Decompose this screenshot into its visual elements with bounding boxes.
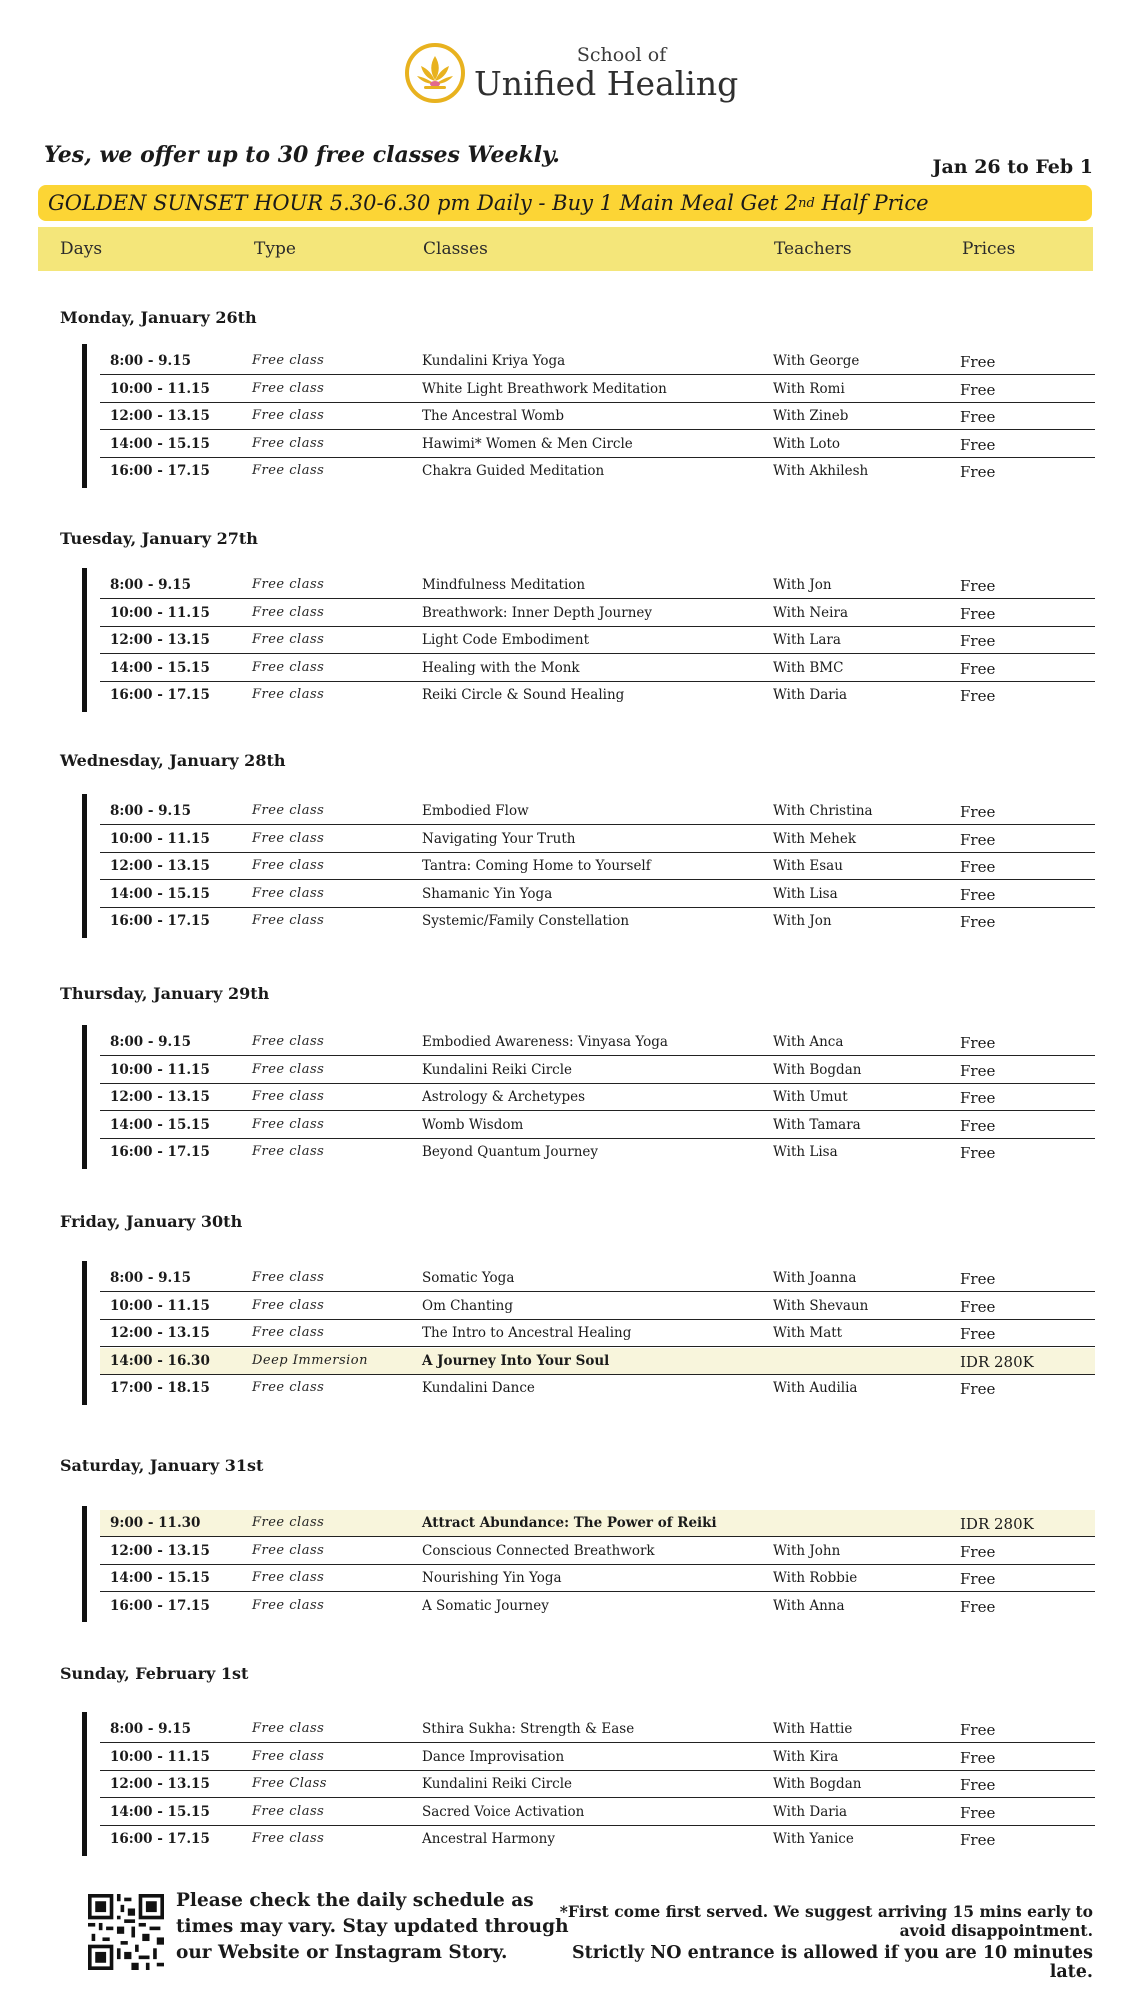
- class-price: Free: [960, 1116, 996, 1135]
- class-name: Chakra Guided Meditation: [422, 463, 605, 479]
- golden-banner-tail: Half Price: [814, 191, 929, 215]
- class-row: [100, 881, 1095, 908]
- class-teacher: With Jon: [773, 913, 832, 929]
- class-type: Free class: [252, 1748, 325, 1764]
- class-row: [100, 1771, 1095, 1798]
- class-teacher: With Lisa: [773, 1144, 838, 1160]
- day-divider-bar: [82, 344, 87, 488]
- class-name: The Intro to Ancestral Healing: [422, 1325, 632, 1341]
- class-type: Free class: [252, 463, 325, 478]
- class-type: Free class: [252, 1597, 325, 1613]
- class-type: Free class: [252, 435, 325, 451]
- day-title: Thursday, January 29th: [60, 984, 270, 1003]
- class-name: A Journey Into Your Soul: [422, 1352, 610, 1369]
- day-divider-bar: [82, 1712, 87, 1856]
- class-price: Free: [960, 577, 996, 595]
- day-divider-bar: [82, 794, 87, 938]
- class-name: Mindfulness Meditation: [422, 577, 586, 593]
- class-type: Free class: [252, 380, 325, 396]
- schedule-header: [38, 227, 1093, 271]
- class-row: [100, 1744, 1095, 1771]
- class-time: 12:00 - 13.15: [110, 632, 210, 648]
- class-type: Deep Immersion: [252, 1352, 368, 1368]
- class-teacher: With Shevaun: [773, 1297, 869, 1314]
- class-row: [100, 1029, 1095, 1056]
- class-time: 8:00 - 9.15: [110, 1270, 192, 1286]
- class-row: [100, 458, 1095, 485]
- class-row: [100, 655, 1095, 682]
- class-row: [100, 908, 1095, 935]
- class-type: Free class: [252, 1116, 325, 1132]
- class-type: Free class: [252, 1089, 325, 1104]
- class-teacher: With BMC: [773, 659, 844, 676]
- class-teacher: With Lisa: [773, 885, 838, 902]
- class-price: Free: [960, 604, 996, 623]
- class-price: Free: [960, 353, 996, 371]
- class-type: Free class: [252, 830, 325, 846]
- class-type: Free class: [252, 1297, 325, 1313]
- qr-code-icon: [88, 1894, 164, 1970]
- class-teacher: With Anna: [773, 1597, 845, 1614]
- class-time: 12:00 - 13.15: [110, 1089, 210, 1105]
- class-price: Free: [960, 1721, 996, 1739]
- class-type: Free class: [252, 353, 325, 368]
- class-name: Dance Improvisation: [422, 1748, 565, 1765]
- class-price: Free: [960, 687, 996, 705]
- class-row: [100, 1593, 1095, 1620]
- day-divider-bar: [82, 1261, 87, 1405]
- class-type: Free class: [252, 687, 325, 702]
- class-teacher: With Bogdan: [773, 1061, 862, 1078]
- class-teacher: With Lara: [773, 632, 841, 648]
- class-row: [100, 1112, 1095, 1139]
- class-price: IDR 280K: [960, 1352, 1034, 1371]
- class-name: A Somatic Journey: [422, 1597, 549, 1614]
- class-price: Free: [960, 659, 996, 678]
- class-price: Free: [960, 632, 996, 650]
- class-price: Free: [960, 1776, 996, 1794]
- class-row: [100, 1293, 1095, 1320]
- class-teacher: With Zineb: [773, 408, 849, 424]
- golden-hour-banner: [38, 185, 1092, 221]
- class-time: 14:00 - 15.15: [110, 435, 210, 452]
- class-time: 8:00 - 9.15: [110, 353, 192, 369]
- class-type: Free class: [252, 913, 325, 928]
- class-teacher: With Joanna: [773, 1270, 857, 1286]
- class-name: Conscious Connected Breathwork: [422, 1542, 655, 1559]
- class-type: Free class: [252, 659, 325, 675]
- class-row: [100, 627, 1095, 654]
- class-time: 8:00 - 9.15: [110, 1721, 192, 1737]
- class-type: Free class: [252, 1144, 325, 1159]
- class-teacher: With Matt: [773, 1325, 843, 1341]
- footer-first-come-note: *First come first served. We suggest arriving 15 mins early to avoid disappointment.: [559, 1902, 1093, 1940]
- class-time: 14:00 - 15.15: [110, 1803, 210, 1820]
- class-name: Kundalini Dance: [422, 1380, 535, 1396]
- day-divider-bar: [82, 1506, 87, 1622]
- day-divider-bar: [82, 568, 87, 712]
- class-teacher: With Hattie: [773, 1721, 853, 1737]
- header-teachers: Teachers: [774, 239, 852, 259]
- class-row: [100, 572, 1095, 599]
- class-row: [100, 1716, 1095, 1743]
- day-title: Sunday, February 1st: [60, 1664, 249, 1683]
- class-row: [100, 682, 1095, 709]
- class-price: Free: [960, 1803, 996, 1822]
- class-teacher: With Kira: [773, 1748, 839, 1765]
- class-time: 14:00 - 16.30: [110, 1352, 210, 1369]
- class-teacher: With Daria: [773, 1803, 848, 1820]
- class-time: 9:00 - 11.30: [110, 1515, 201, 1531]
- class-time: 16:00 - 17.15: [110, 1831, 210, 1847]
- class-row: [100, 1348, 1095, 1375]
- class-name: Somatic Yoga: [422, 1270, 515, 1286]
- class-price: Free: [960, 1144, 996, 1162]
- golden-banner-sup: nd: [798, 195, 815, 211]
- class-row: [100, 1538, 1095, 1565]
- class-teacher: With Robbie: [773, 1570, 858, 1586]
- class-price: Free: [960, 1570, 996, 1588]
- class-type: Free class: [252, 803, 325, 818]
- class-price: Free: [960, 1597, 996, 1616]
- class-price: Free: [960, 1748, 996, 1767]
- class-name: Navigating Your Truth: [422, 830, 576, 847]
- golden-banner-text: GOLDEN SUNSET HOUR 5.30-6.30 pm Daily - Buy 1 Main Meal Get 2: [48, 191, 799, 215]
- class-price: Free: [960, 1034, 996, 1052]
- class-row: [100, 1375, 1095, 1402]
- class-row: [100, 853, 1095, 880]
- header-classes: Classes: [423, 239, 488, 259]
- class-name: Womb Wisdom: [422, 1116, 524, 1133]
- class-price: Free: [960, 435, 996, 454]
- class-price: Free: [960, 1325, 996, 1343]
- class-time: 16:00 - 17.15: [110, 1144, 210, 1160]
- class-time: 10:00 - 11.15: [110, 604, 210, 621]
- class-row: [100, 1320, 1095, 1347]
- class-time: 16:00 - 17.15: [110, 1597, 210, 1614]
- class-time: 8:00 - 9.15: [110, 803, 192, 819]
- class-price: Free: [960, 830, 996, 849]
- class-name: Healing with the Monk: [422, 659, 580, 676]
- class-name: Light Code Embodiment: [422, 632, 590, 648]
- logo: [404, 40, 738, 106]
- class-type: Free class: [252, 632, 325, 647]
- class-price: Free: [960, 1061, 996, 1080]
- footer-strict-note: Strictly NO entrance is allowed if you are 10 minutes late.: [572, 1943, 1093, 1982]
- lotus-logo-icon: [404, 42, 466, 104]
- class-price: Free: [960, 1542, 996, 1561]
- brand-line2: Unified Healing: [474, 64, 739, 103]
- class-price: Free: [960, 803, 996, 821]
- class-name: Embodied Awareness: Vinyasa Yoga: [422, 1034, 668, 1050]
- class-teacher: With Bogdan: [773, 1776, 862, 1792]
- class-row: [100, 600, 1095, 627]
- class-type: Free class: [252, 408, 325, 423]
- class-price: Free: [960, 408, 996, 426]
- class-name: Breathwork: Inner Depth Journey: [422, 604, 653, 621]
- day-title: Monday, January 26th: [60, 308, 257, 327]
- class-row: [100, 1057, 1095, 1084]
- class-name: Embodied Flow: [422, 803, 529, 819]
- class-time: 16:00 - 17.15: [110, 687, 210, 703]
- class-name: Systemic/Family Constellation: [422, 913, 630, 929]
- class-name: Kundalini Reiki Circle: [422, 1776, 573, 1792]
- class-time: 12:00 - 13.15: [110, 408, 210, 424]
- class-name: Astrology & Archetypes: [422, 1089, 586, 1105]
- class-name: Hawimi* Women & Men Circle: [422, 435, 633, 452]
- class-price: Free: [960, 1270, 996, 1288]
- day-title: Friday, January 30th: [60, 1212, 243, 1231]
- class-name: Nourishing Yin Yoga: [422, 1570, 562, 1586]
- class-row: [100, 1799, 1095, 1826]
- header-type: Type: [254, 239, 296, 259]
- class-time: 14:00 - 15.15: [110, 885, 210, 902]
- class-type: Free class: [252, 1803, 325, 1819]
- footer-schedule-note: Please check the daily schedule as times may vary. Stay updated through our Website or Instagram Story.: [176, 1890, 569, 1963]
- class-name: Tantra: Coming Home to Yourself: [422, 858, 651, 874]
- class-time: 12:00 - 13.15: [110, 1325, 210, 1341]
- class-row: [100, 403, 1095, 430]
- class-type: Free class: [252, 1380, 325, 1395]
- class-teacher: With John: [773, 1542, 841, 1559]
- class-type: Free class: [252, 885, 325, 901]
- brand-line1: School of: [576, 44, 667, 66]
- class-type: Free class: [252, 1034, 325, 1049]
- class-time: 8:00 - 9.15: [110, 577, 192, 593]
- class-name: Beyond Quantum Journey: [422, 1144, 599, 1160]
- class-name: Reiki Circle & Sound Healing: [422, 687, 625, 703]
- class-price: Free: [960, 1089, 996, 1107]
- class-row: [100, 798, 1095, 825]
- footer-policy: [533, 1902, 1093, 1982]
- class-time: 8:00 - 9.15: [110, 1034, 192, 1050]
- class-type: Free class: [252, 1721, 325, 1736]
- class-time: 12:00 - 13.15: [110, 858, 210, 874]
- class-price: Free: [960, 885, 996, 904]
- class-teacher: With Daria: [773, 687, 848, 703]
- class-row: [100, 376, 1095, 403]
- class-time: 10:00 - 11.15: [110, 380, 210, 397]
- class-type: Free class: [252, 1061, 325, 1077]
- class-row: [100, 826, 1095, 853]
- class-type: Free class: [252, 1570, 325, 1585]
- class-name: White Light Breathwork Meditation: [422, 380, 667, 397]
- class-name: Attract Abundance: The Power of Reiki: [422, 1515, 717, 1531]
- class-row: [100, 1265, 1095, 1292]
- class-time: 12:00 - 13.15: [110, 1542, 210, 1559]
- class-type: Free Class: [252, 1776, 327, 1791]
- class-row: [100, 348, 1095, 375]
- class-teacher: With Esau: [773, 858, 843, 874]
- class-type: Free class: [252, 1515, 325, 1530]
- class-time: 14:00 - 15.15: [110, 1116, 210, 1133]
- class-row: [100, 1510, 1095, 1537]
- class-teacher: With Loto: [773, 435, 841, 452]
- class-name: Kundalini Kriya Yoga: [422, 353, 566, 369]
- class-name: Sacred Voice Activation: [422, 1803, 585, 1820]
- class-teacher: With Umut: [773, 1089, 848, 1105]
- class-name: Om Chanting: [422, 1297, 514, 1314]
- class-teacher: With Mehek: [773, 830, 857, 847]
- class-type: Free class: [252, 577, 325, 592]
- class-time: 10:00 - 11.15: [110, 1297, 210, 1314]
- class-price: Free: [960, 380, 996, 399]
- class-price: Free: [960, 1297, 996, 1316]
- header-prices: Prices: [962, 239, 1016, 259]
- class-name: Sthira Sukha: Strength & Ease: [422, 1721, 635, 1737]
- class-row: [100, 431, 1095, 458]
- class-type: Free class: [252, 858, 325, 873]
- class-price: Free: [960, 463, 996, 481]
- class-teacher: With Christina: [773, 803, 873, 819]
- class-type: Free class: [252, 604, 325, 620]
- class-type: Free class: [252, 1270, 325, 1285]
- class-type: Free class: [252, 1831, 325, 1846]
- class-teacher: With Romi: [773, 380, 845, 397]
- header-days: Days: [60, 239, 103, 259]
- class-type: Free class: [252, 1542, 325, 1558]
- class-price: Free: [960, 1380, 996, 1398]
- class-teacher: With Yanice: [773, 1831, 854, 1847]
- class-teacher: With Akhilesh: [773, 463, 869, 479]
- class-row: [100, 1084, 1095, 1111]
- class-row: [100, 1139, 1095, 1166]
- class-price: Free: [960, 913, 996, 931]
- class-time: 17:00 - 18.15: [110, 1380, 210, 1396]
- class-teacher: With Audilia: [773, 1380, 858, 1396]
- class-time: 16:00 - 17.15: [110, 913, 210, 929]
- class-time: 10:00 - 11.15: [110, 830, 210, 847]
- day-title: Tuesday, January 27th: [60, 529, 258, 548]
- class-price: Free: [960, 858, 996, 876]
- date-range: Jan 26 to Feb 1: [932, 156, 1093, 178]
- class-time: 10:00 - 11.15: [110, 1748, 210, 1765]
- class-teacher: With Anca: [773, 1034, 844, 1050]
- class-name: Kundalini Reiki Circle: [422, 1061, 573, 1078]
- class-price: IDR 280K: [960, 1515, 1034, 1533]
- class-teacher: With George: [773, 353, 860, 369]
- class-price: Free: [960, 1831, 996, 1849]
- day-divider-bar: [82, 1025, 87, 1169]
- class-time: 14:00 - 15.15: [110, 1570, 210, 1586]
- day-title: Wednesday, January 28th: [60, 751, 286, 770]
- tagline: Yes, we offer up to 30 free classes Weekly.: [44, 142, 560, 168]
- class-teacher: With Jon: [773, 577, 832, 593]
- class-time: 16:00 - 17.15: [110, 463, 210, 479]
- class-teacher: With Neira: [773, 604, 848, 621]
- class-name: Ancestral Harmony: [422, 1831, 555, 1847]
- class-teacher: With Tamara: [773, 1116, 861, 1133]
- class-time: 14:00 - 15.15: [110, 659, 210, 676]
- class-name: Shamanic Yin Yoga: [422, 885, 553, 902]
- class-row: [100, 1565, 1095, 1592]
- day-title: Saturday, January 31st: [60, 1456, 264, 1475]
- class-name: The Ancestral Womb: [422, 408, 564, 424]
- class-time: 10:00 - 11.15: [110, 1061, 210, 1078]
- class-row: [100, 1826, 1095, 1853]
- class-type: Free class: [252, 1325, 325, 1340]
- class-time: 12:00 - 13.15: [110, 1776, 210, 1792]
